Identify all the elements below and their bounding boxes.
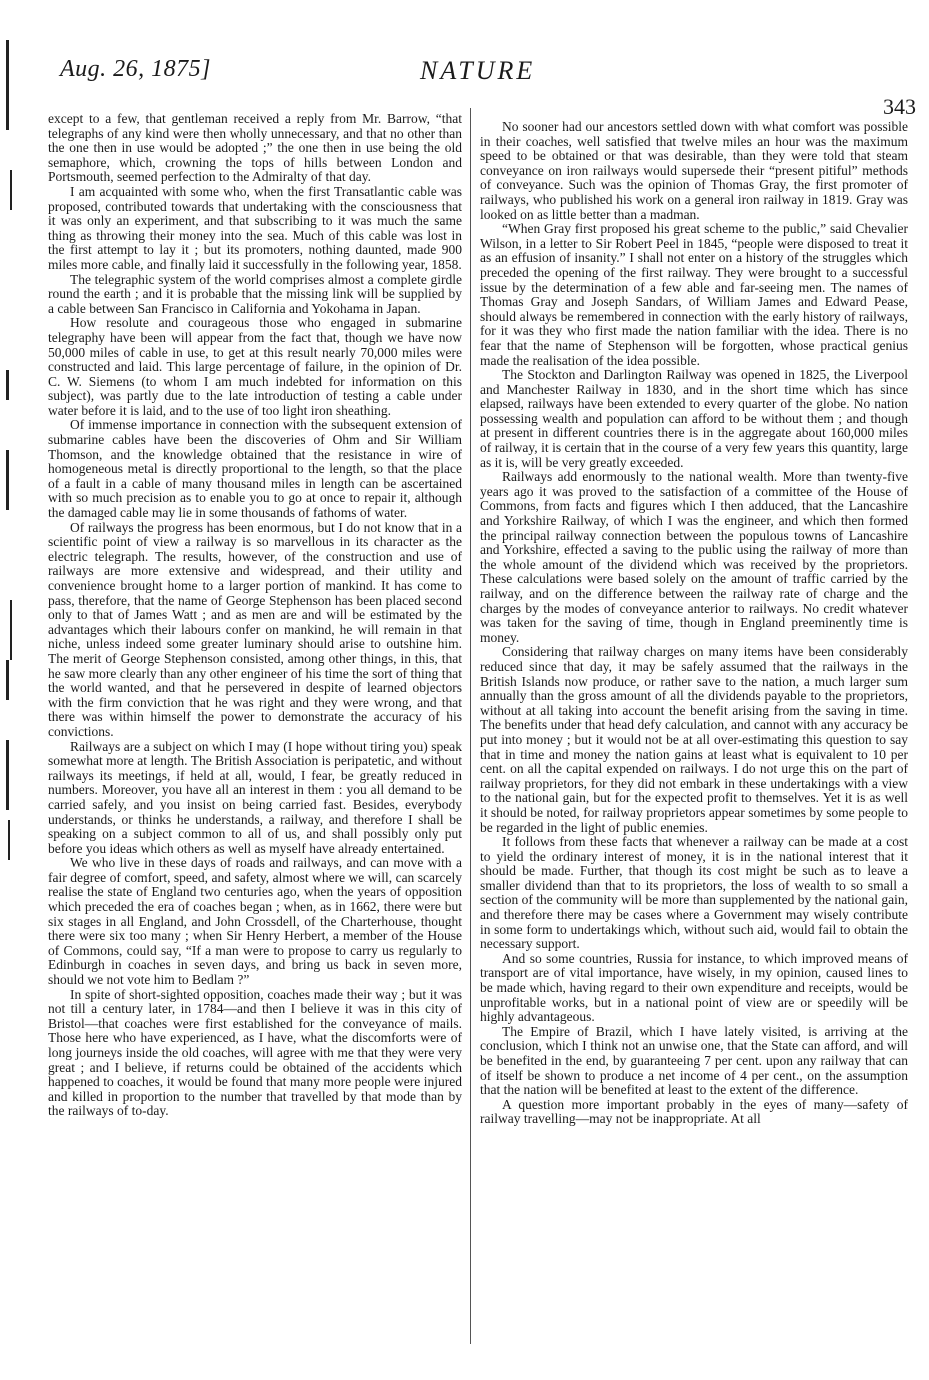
paragraph: Railways add enormously to the national wealth. More than twenty-five years ago it was proved to the satisfaction of a committee of the House of Commons, from facts and figures which I then adduced, that the Lancashire and Yorkshire Railway, of which I was the engineer, and which then formed the principal railway connection between the populous towns of Lancashire and Yorkshire, effected a saving to the public using the railway of more than the whole amount of the dividend which was received by the proprietors. These calculations were based solely on the amount of traffic carried by the railway, and on the difference between the railway rate of charge and the charges by the modes of conveyance anterior to railways. No credit whatever was taken for the saving of time, though in England preeminently time is money. [480, 469, 908, 645]
column-divider [470, 108, 471, 1344]
paragraph: A question more important probably in the eyes of many—safety of railway travelling—may not be inappropriate. At all [480, 1096, 908, 1127]
issue-date: Aug. 26, 1875] [60, 56, 211, 82]
left-column [48, 112, 462, 1119]
paragraph: No sooner had our ancestors settled down with what comfort was possible in their coaches, well satisfied that twelve miles an hour was the maximum speed to be obtained or that was desirable, than they were told that steam conveyance on iron railways would supersede their “present pitiful” methods of conveyance. Such was the opinion of Thomas Gray, the first promoter of railways, who published his work on a general iron railway in 1819. Gray was looked on as little better than a madman. [480, 119, 908, 222]
paragraph: The Stockton and Darlington Railway was opened in 1825, the Liverpool and Manchester Railway in 1830, and in the short time which has since elapsed, railways have been extended to every quarter of the globe. No nation possessing wealth and population can afford to be without them ; and though at present in different countries there is in the aggregate about 160,000 miles of railway, it is certain that in the course of a very few years this quantity, large as it is, will be very greatly exceeded. [480, 367, 908, 470]
paragraph: In spite of short-sighted opposition, coaches made their way ; but it was not till a century later, in 1784—and then I believe it was in this city of Bristol—that coaches were first established for the conveyance of mails. Those here who have experienced, as I have, what the discomforts were of long journeys inside the old coaches, will agree with me that they were very great ; and I believe, if returns could be obtained of the accidents which happened to coaches, it would be found that many more people were injured and killed in proportion to the number that travelled by that mode than by the railways of to-day. [48, 986, 462, 1119]
paragraph: Railways are a subject on which I may (I hope without tiring you) speak somewhat more at length. The British Association is peripatetic, and without railways its meetings, if held at all, would, I fear, be greatly reduced in numbers. Moreover, you have all an interest in them : you all demand to be carried safely, and you insist on being carried fast. Besides, everybody understands, or thinks he understands, a railway, and therefore I shall be speaking on a subject common to all of us, and shall possibly only put before you ideas which others as well as myself have already entertained. [48, 738, 462, 856]
journal-title: NATURE [420, 56, 536, 85]
paragraph: Of railways the progress has been enormous, but I do not know that in a scientific point of view a railway is so marvellous in its character as the electric telegraph. The results, however, of the construction and use of railways are more extensive and widespread, and their utility and convenience brought home to a larger portion of mankind. It has come to pass, therefore, that the name of George Stephenson has been placed second only to that of James Watt ; and as men are and will be estimated by the advantages which their labours confer on mankind, he will remain in that niche, unless indeed some greater luminary should arise to outshine him. The merit of George Stephenson consisted, among other things, in this, that he saw more clearly than any other engineer of his time the sort of thing that the world wanted, and that he persevered in despite of learned objectors with the firm conviction that he was right and they were wrong, and that there was within himself the power to demonstrate the accuracy of his convictions. [48, 519, 462, 739]
paragraph: Considering that railway charges on many items have been considerably reduced since that day, it may be safely assumed that the railways in the British Islands now produce, or rather save to the nation, a much larger sum annually than the gross amount of all the dividends payable to the proprietors, without at all taking into account the benefit arising from the saving in time. The benefits under that head defy calculation, and cannot with any accuracy be put into money ; but it would not be at all over-estimating this question to say that in time and money the nation gains at least what is equivalent to 10 per cent. on all the capital expended on railways. I do not urge this on the part of railway proprietors, for they did not embark in these undertakings with a view to the national gain, but for the expected profit to themselves. Yet it is as well it should be noted, for railway proprietors appear sometimes by some people to be regarded in the light of public enemies. [480, 644, 908, 835]
paragraph: And so some countries, Russia for instance, to which improved means of transport are of vital importance, have wisely, in my opinion, caused lines to be made which, having regard to their own expenditure and receipts, would be unprofitable works, but in a national point of view are or speedily will be highly advantageous. [480, 950, 908, 1025]
page-header [60, 56, 920, 119]
paragraph: “When Gray first proposed his great scheme to the public,” said Chevalier Wilson, in a letter to Sir Robert Peel in 1845, “people were disposed to treat it as an effusion of insanity.” I shall not enter on a history of the struggles which preceded the opening of the first railway. They were brought to a successful issue by the determination of a few able and far-seeing men. The names of Thomas Gray and Joseph Sandars, of William James and Edward Pease, should always be remembered in connection with the early history of railways, for it was they who first made the nation familiar with the idea. There is no fear that the name of Stephenson will be forgotten, whose practical genius made the realisation of the idea possible. [480, 221, 908, 368]
paragraph: The Empire of Brazil, which I have lately visited, is arriving at the conclusion, which I think not an unwise one, that the State can afford, and will be benefited in the end, by guaranteeing 7 per cent. upon any railway that can of itself be shown to produce a net income of 4 per cent., on the assumption that the nation will be benefited at least to the extent of the difference. [480, 1023, 908, 1098]
paragraph: It follows from these facts that whenever a railway can be made at a cost to yield the ordinary interest of money, it is in the national interest that it should be made. Further, that though its cost might be such as to leave a smaller dividend than that to its proprietors, the loss of wealth to so small a section of the community will be more than supplemented by the national gain, and therefore there may be cases where a Government may wisely contribute in some form to undertakings which, without such aid, would fail to obtain the necessary support. [480, 834, 908, 952]
paragraph: except to a few, that gentleman received a reply from Mr. Barrow, “that telegraphs of any kind were then wholly unnecessary, and that no other than the one then in use would be adopted ;” the one then in use being the old semaphore, which, crowning the tops of hills between London and Portsmouth, seemed perfection to the Admiralty of that day. [48, 111, 462, 185]
paragraph: Of immense importance in connection with the subsequent extension of submarine cables have been the discoveries of Ohm and Sir William Thomson, and the knowledge obtained that the resistance in wire of homogeneous metal is directly proportional to the length, so that the place of a fault in a cable of many thousand miles in length can be ascertained with so much precision as to enable you to go at once to repair it, although the damaged cable may lie in some thousands of fathoms of water. [48, 417, 462, 521]
paragraph: I am acquainted with some who, when the first Transatlantic cable was proposed, contributed towards that undertaking with the consciousness that it was only an experiment, and that subscribing to it was much the same thing as throwing their money into the sea. Much of this cable was lost in the first attempt to lay it ; but its promoters, nothing daunted, made 900 miles more cable, and finally laid it successfully in the following year, 1858. [48, 183, 462, 272]
paragraph: The telegraphic system of the world comprises almost a complete girdle round the earth ; and it is probable that the missing link will be supplied by a cable between San Francisco in California and Yokohama in Japan. [48, 271, 462, 316]
margin-marks [0, 40, 24, 1040]
page-number: 343 [883, 94, 916, 119]
paragraph: We who live in these days of roads and railways, and can move with a fair degree of comfort, speed, and safety, almost where we will, can scarcely realise the state of England two centuries ago, when the years of opposition which preceded the era of coaches began ; when, as in 1662, there were but six stages in all England, and John Crossdell, of the Charterhouse, thought there were six too many ; when Sir Henry Herbert, a member of the House of Commons, could say, “If a man were to propose to carry us regularly to Edinburgh in coaches in seven days, and bring us back in seven more, should we not vote him to Bedlam ?” [48, 855, 462, 988]
paragraph: How resolute and courageous those who engaged in submarine telegraphy have been will appear from the fact that, though we have now 50,000 miles of cable in use, to get at this result nearly 70,000 miles were constructed and laid. This large percentage of failure, in the opinion of Dr. C. W. Siemens (to whom I am much indebted for information on this subject), was partly due to the late introduction of testing a cable under water before it is laid, and to the use of too light iron sheathing. [48, 315, 462, 418]
right-column [480, 120, 908, 1127]
